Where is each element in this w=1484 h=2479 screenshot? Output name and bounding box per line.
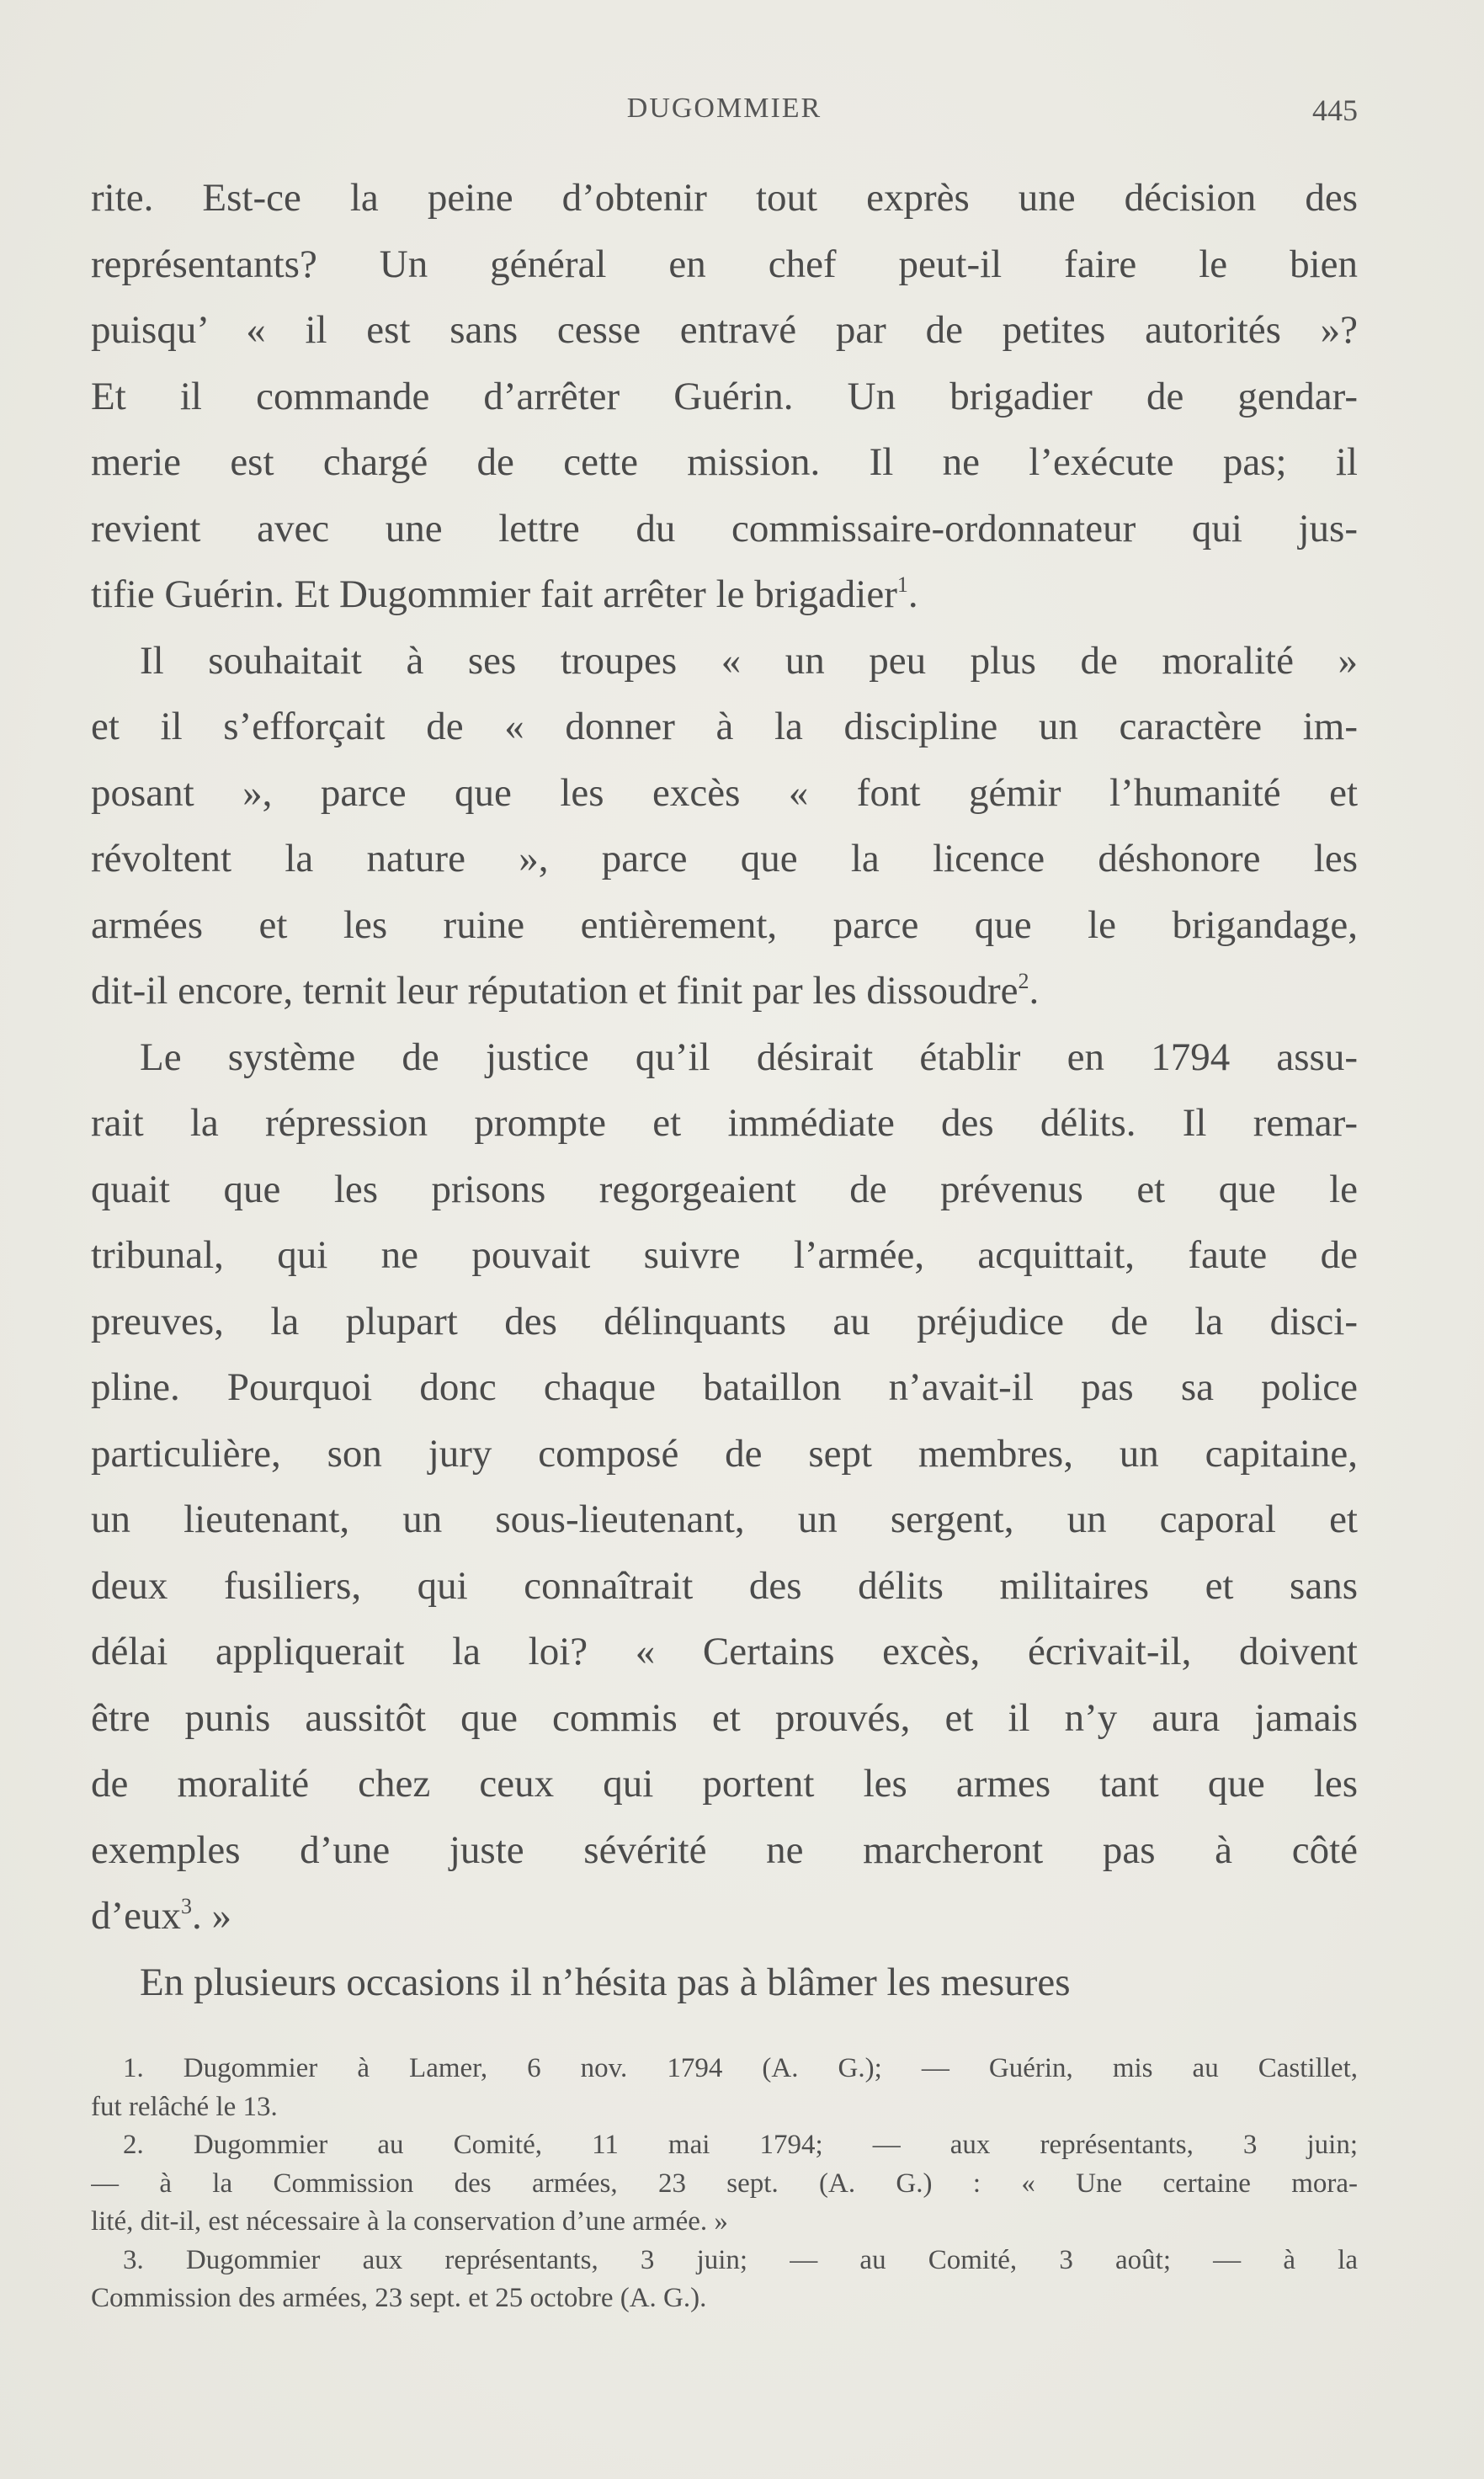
footnote-line: fut relâché le 13. [91,2091,278,2122]
running-head [91,93,1358,135]
text-line: deux fusiliers, qui connaîtrait des délits militaires et sans [91,1563,1358,1608]
footnote-line: 2. Dugommier au Comité, 11 mai 1794; — aux représentants, 3 juin; [123,2130,1358,2160]
text-line: rait la répression prompte et immédiate des délits. Il remar- [91,1101,1358,1145]
text-line: posant », parce que les excès « font gémir l’humanité et [91,770,1358,815]
text-line: rite. Est-ce la peine d’obtenir tout exprès une décision des [91,176,1358,220]
footnote-ref[interactable]: 2 [1018,969,1029,993]
text-fragment: . [907,572,918,616]
running-title: DUGOMMIER [626,93,822,124]
text-line: un lieutenant, un sous-lieutenant, un sergent, un caporal et [91,1498,1358,1541]
footnote-line: lité, dit-il, est nécessaire à la conservation d’une armée. » [91,2206,728,2237]
footnotes [91,2050,1358,2318]
text-line: révoltent la nature », parce que la licence déshonore les [91,837,1358,880]
text-fragment: . [1029,969,1040,1013]
footnote-line: Commission des armées, 23 sept. et 25 octobre (A. G.). [91,2283,707,2313]
text-line: de moralité chez ceux qui portent les armes tant que les [91,1762,1358,1806]
text-line [91,1883,1358,1950]
text-line: pline. Pourquoi donc chaque bataillon n’avait-il pas sa police [91,1365,1358,1409]
text-line: représentants? Un général en chef peut-il faire le bien [91,242,1358,286]
footnote-ref[interactable]: 3 [181,1894,193,1918]
text-line [91,958,1358,1024]
text-line [91,561,1358,628]
text-line: Et il commande d’arrêter Guérin. Un brigadier de gendar- [91,374,1358,418]
page-number: 445 [1312,93,1358,127]
text-line: être punis aussitôt que commis et prouvés, et il n’y aura jamais [91,1695,1358,1740]
text-fragment: d’eux [91,1894,182,1938]
text-line: En plusieurs occasions il n’hésita pas à blâmer les mesures [140,1960,1071,2004]
text-line: quait que les prisons regorgeaient de prévenus et que le [91,1167,1358,1211]
text-line: et il s’efforçait de « donner à la discipline un caractère im- [91,705,1358,748]
text-line: revient avec une lettre du commissaire-ordonnateur qui jus- [91,506,1358,551]
text-line: armées et les ruine entièrement, parce que le brigandage, [91,902,1358,947]
footnote-ref[interactable]: 1 [896,572,908,597]
text-line: délai appliquerait la loi? « Certains excès, écrivait-il, doivent [91,1630,1358,1673]
text-line: merie est chargé de cette mission. Il ne l’exécute pas; il [91,440,1358,484]
text-fragment: . » [192,1894,232,1938]
text-line: preuves, la plupart des délinquants au préjudice de la disci- [91,1299,1358,1343]
text-fragment: dit-il encore, ternit leur réputation et finit par les dissoudre [91,969,1019,1013]
body-text [91,165,1358,2015]
footnote-line: — à la Commission des armées, 23 sept. (A. G.) : « Une certaine mora- [91,2168,1358,2199]
footnote-line: 1. Dugommier à Lamer, 6 nov. 1794 (A. G.); — Guérin, mis au Castillet, [123,2053,1358,2083]
text-line: Le système de justice qu’il désirait établir en 1794 assu- [140,1035,1358,1079]
text-line: particulière, son jury composé de sept membres, un capitaine, [91,1431,1358,1476]
text-line: Il souhaitait à ses troupes « un peu plus de moralité » [140,638,1358,683]
text-line: tribunal, qui ne pouvait suivre l’armée, acquittait, faute de [91,1233,1358,1277]
footnote-line: 3. Dugommier aux représentants, 3 juin; — au Comité, 3 août; — à la [123,2244,1358,2275]
text-fragment: tifie Guérin. Et Dugommier fait arrêter le brigadier [91,572,897,616]
text-line: puisqu’ « il est sans cesse entravé par de petites autorités »? [91,308,1358,352]
text-line: exemples d’une juste sévérité ne marcheront pas à côté [91,1827,1358,1872]
